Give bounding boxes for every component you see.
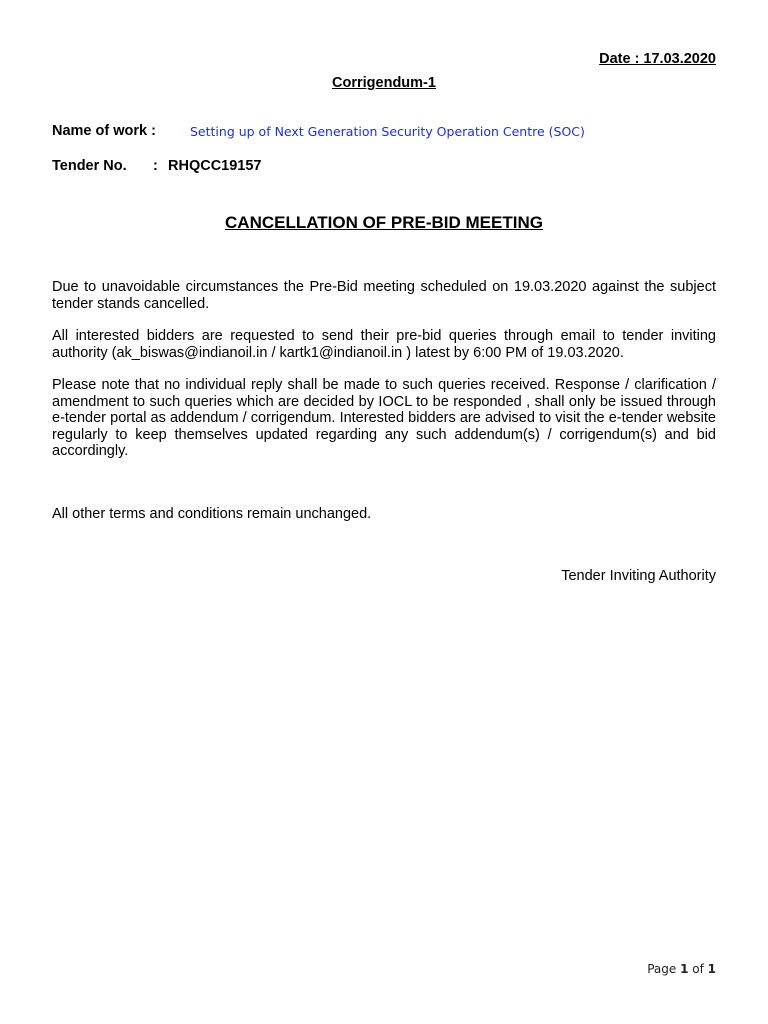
paragraph-note: Please note that no individual reply shall be made to such queries received. Response / clarification / amendment to such queries which are decided by IOCL to be responded , shall only be issued through e-tender portal as addendum / corrigendum. Interested bidders are advised to visit the e-tender website regularly to keep themselves updated regarding any such addendum(s) / corrigendum(s) and bid accordingly. xyxy=(52,377,716,459)
tender-no-label: Tender No. xyxy=(52,158,127,174)
corrigendum-title: Corrigendum-1 xyxy=(332,75,436,91)
name-of-work-value: Setting up of Next Generation Security Operation Centre (SOC) xyxy=(190,124,585,139)
page-number xyxy=(647,962,716,976)
page-of: of xyxy=(688,962,708,976)
name-of-work-label: Name of work : xyxy=(52,123,156,139)
tender-no-separator: : xyxy=(153,158,158,174)
page-heading: CANCELLATION OF PRE-BID MEETING xyxy=(225,213,543,232)
paragraph-queries: All interested bidders are requested to send their pre-bid queries through email to tender inviting authority (ak_biswas@indianoil.in / kartk1@indianoil.in ) latest by 6:00 PM of 19.03.2020. xyxy=(52,328,716,361)
paragraph-terms: All other terms and conditions remain unchanged. xyxy=(52,506,372,522)
signature-line: Tender Inviting Authority xyxy=(561,568,716,584)
document-date: Date : 17.03.2020 xyxy=(599,51,716,67)
tender-no-value: RHQCC19157 xyxy=(168,158,262,174)
paragraph-cancellation: Due to unavoidable circumstances the Pre-Bid meeting scheduled on 19.03.2020 against the subject tender stands cancelled. xyxy=(52,279,716,312)
page-current: 1 xyxy=(680,962,689,976)
page-total: 1 xyxy=(707,962,716,976)
page-prefix: Page xyxy=(647,962,681,976)
